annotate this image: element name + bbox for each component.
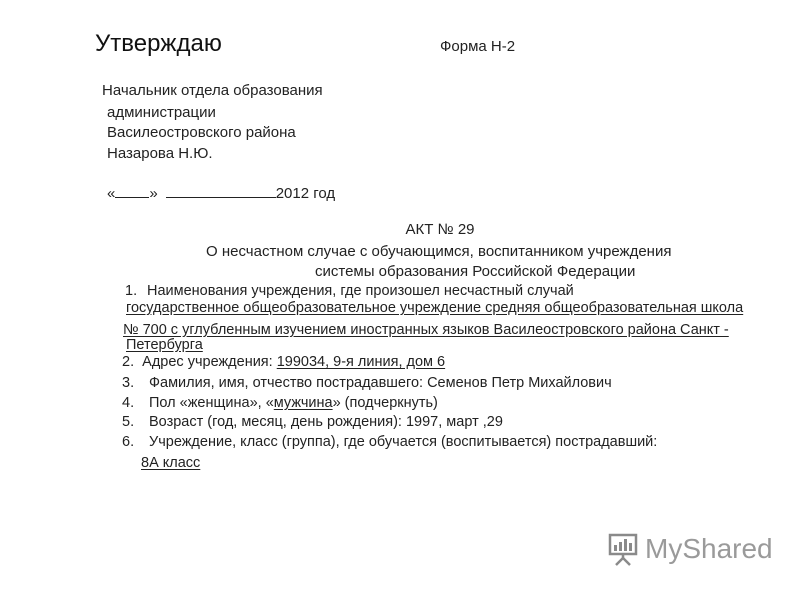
watermark xyxy=(607,532,773,566)
date-day-blank xyxy=(115,183,149,198)
item-3 xyxy=(122,375,612,391)
item-4-selected-gender: мужчина xyxy=(273,395,333,411)
item-5-number: 5. xyxy=(122,414,135,430)
item-2-label: Адрес учреждения: xyxy=(142,354,277,370)
item-3-number: 3. xyxy=(122,375,135,391)
date-year: 2012 год xyxy=(275,185,336,202)
watermark-text: MyShared xyxy=(645,533,773,564)
date-line xyxy=(107,183,335,202)
presentation-board-icon xyxy=(607,532,639,566)
date-close-quote: » xyxy=(149,185,158,202)
official-position: Начальник отдела образования xyxy=(102,82,323,99)
date-month-blank xyxy=(166,183,266,198)
act-number: АКТ № 29 xyxy=(405,221,475,238)
item-5 xyxy=(122,414,503,430)
item-1-value-line1: государственное общеобразовательное учреждение средняя общеобразовательная школа xyxy=(126,300,744,316)
item-3-text: Фамилия, имя, отчество пострадавшего: Семенов Петр Михайлович xyxy=(149,375,612,391)
item-4-number: 4. xyxy=(122,395,135,411)
item-2 xyxy=(122,354,445,370)
date-separator-blank xyxy=(266,183,276,198)
form-number: Форма Н-2 xyxy=(440,38,516,55)
item-5-text: Возраст (год, месяц, день рождения): 1997, март ,29 xyxy=(149,414,503,430)
item-6-number: 6. xyxy=(122,434,135,450)
item-6-value: 8А класс xyxy=(141,455,201,471)
item-4 xyxy=(122,395,438,411)
item-1-text: Наименования учреждения, где произошел несчастный случай xyxy=(147,283,574,299)
item-1-number: 1. xyxy=(125,283,138,299)
item-4-post: » (подчеркнуть) xyxy=(332,395,438,411)
item-6-text: Учреждение, класс (группа), где обучается (воспитывается) пострадавший: xyxy=(149,434,658,450)
act-subject-line1: О несчастном случае с обучающимся, воспитанником учреждения xyxy=(206,243,672,260)
item-6 xyxy=(122,434,657,450)
official-district: Василеостровского района xyxy=(107,124,296,141)
item-1-value-line3: Петербурга xyxy=(126,337,203,353)
item-2-value: 199034, 9-я линия, дом 6 xyxy=(276,354,446,370)
official-name: Назарова Н.Ю. xyxy=(107,145,213,162)
item-4-pre: Пол «женщина», « xyxy=(149,395,274,411)
item-2-number: 2. xyxy=(122,354,135,370)
official-department: администрации xyxy=(107,104,216,121)
item-1-value-line2: № 700 с углубленным изучением иностранных языков Василеостровского района Санкт - xyxy=(123,322,729,338)
approve-title: Утверждаю xyxy=(95,30,222,57)
date-open-quote: « xyxy=(107,185,116,202)
act-subject-line2: системы образования Российской Федерации xyxy=(315,263,636,280)
item-1-label xyxy=(125,283,574,299)
